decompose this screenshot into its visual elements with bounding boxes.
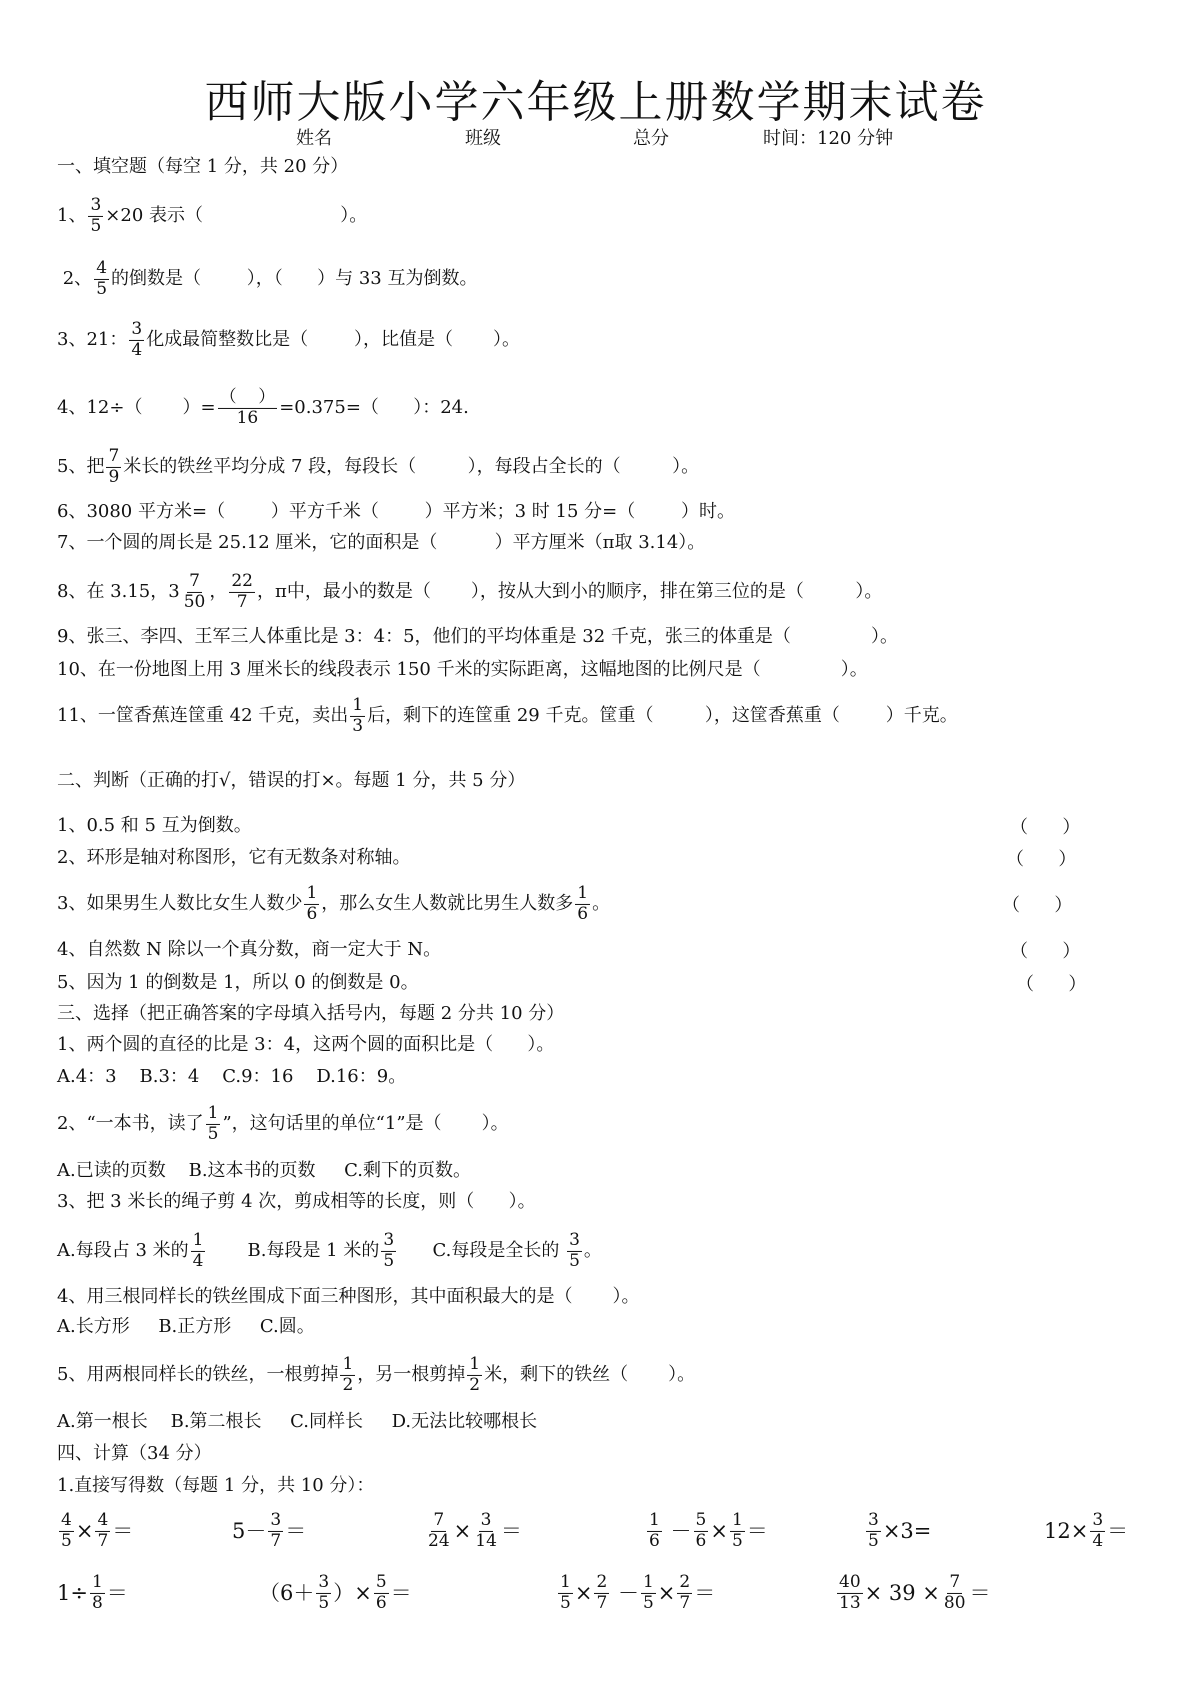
fraction bbox=[218, 388, 278, 428]
fraction bbox=[191, 1231, 206, 1271]
text-run: 米长的铁丝平均分成 7 段，每段长（ ），每段占全长的（ ）。 bbox=[123, 456, 700, 477]
text-run: ＝ bbox=[1107, 1518, 1129, 1543]
answer-parentheses[interactable]: （ ） bbox=[1016, 974, 1087, 995]
numerator: 3 bbox=[270, 1509, 282, 1530]
calculation-item bbox=[1044, 1511, 1128, 1551]
denominator: 5 bbox=[318, 1592, 330, 1613]
question-line bbox=[57, 1231, 602, 1271]
question-line bbox=[57, 1104, 509, 1144]
text-run: 4、用三根同样长的铁丝围成下面三种图形，其中面积最大的是（ ）。 bbox=[57, 1286, 640, 1307]
text-run: 三、选择（把正确答案的字母填入括号内，每题 2 分共 10 分） bbox=[57, 1003, 565, 1024]
text-run: 5－ bbox=[232, 1518, 267, 1543]
numerator: 3 bbox=[480, 1509, 492, 1530]
text-run: 二、判断（正确的打√，错误的打×。每题 1 分，共 5 分） bbox=[57, 770, 526, 791]
text-run: 米，剩下的铁丝（ ）。 bbox=[484, 1364, 696, 1385]
answer-parentheses[interactable]: （ ） bbox=[1010, 941, 1081, 962]
text-run: 1÷ bbox=[57, 1580, 88, 1605]
text-run: ＝ bbox=[390, 1580, 412, 1605]
text-run: 5、把 bbox=[57, 456, 105, 477]
numerator: 5 bbox=[375, 1571, 387, 1592]
denominator: 9 bbox=[108, 466, 120, 487]
numerator: 3 bbox=[131, 318, 143, 339]
text-run: 6、3080 平方米=（ ）平方千米（ ）平方米；3 时 15 分=（ ）时。 bbox=[57, 501, 735, 522]
numerator: 3 bbox=[383, 1229, 395, 1250]
answer-parentheses[interactable]: （ ） bbox=[1002, 895, 1073, 916]
text-run: 2、环形是轴对称图形，它有无数条对称轴。 bbox=[57, 847, 411, 868]
text-run: 1、0.5 和 5 互为倒数。 bbox=[57, 815, 252, 836]
calculation-item bbox=[259, 1573, 412, 1613]
numerator: 1 bbox=[352, 694, 364, 715]
text-run: × bbox=[574, 1580, 593, 1605]
fraction bbox=[467, 1355, 482, 1395]
fraction bbox=[374, 1573, 389, 1613]
question-line bbox=[57, 572, 882, 612]
fraction bbox=[88, 196, 103, 236]
numerator: 3 bbox=[569, 1229, 580, 1250]
fraction bbox=[106, 447, 121, 487]
denominator: 5 bbox=[731, 1530, 743, 1551]
question-line bbox=[57, 696, 958, 736]
numerator: 2 bbox=[679, 1571, 691, 1592]
text-run: ×3= bbox=[882, 1518, 932, 1543]
denominator: 6 bbox=[306, 903, 318, 924]
text-run: 。 bbox=[592, 893, 611, 914]
fraction bbox=[340, 1355, 355, 1395]
text-run: 1、两个圆的直径的比是 3：4，这两个圆的面积比是（ ）。 bbox=[57, 1034, 555, 1055]
text-run: － bbox=[611, 1580, 639, 1605]
question-line bbox=[57, 772, 525, 790]
text-run: B.每段是 1 米的 bbox=[207, 1240, 380, 1261]
text-run: ，另一根剪掉 bbox=[357, 1364, 466, 1385]
numerator: 1 bbox=[192, 1229, 204, 1250]
calculation-item bbox=[645, 1511, 768, 1551]
text-run: × bbox=[75, 1518, 94, 1543]
denominator: 2 bbox=[469, 1374, 481, 1395]
text-run: 5、用两根同样长的铁丝，一根剪掉 bbox=[57, 1364, 339, 1385]
denominator: 13 bbox=[839, 1592, 861, 1613]
denominator: 50 bbox=[183, 591, 206, 612]
fraction bbox=[694, 1511, 709, 1551]
fraction bbox=[59, 1511, 74, 1551]
denominator: 6 bbox=[375, 1592, 387, 1613]
numerator: 22 bbox=[231, 570, 253, 591]
numerator: 7 bbox=[108, 445, 120, 466]
text-run: 的倒数是（ ），（ ）与 33 互为倒数。 bbox=[111, 268, 478, 289]
denominator: 2 bbox=[342, 1374, 354, 1395]
text-run: 11、一筐香蕉连筐重 42 千克，卖出 bbox=[57, 705, 349, 726]
numerator: 40 bbox=[839, 1571, 861, 1592]
numerator: 3 bbox=[90, 194, 102, 215]
denominator: 7 bbox=[270, 1530, 282, 1551]
numerator: 1 bbox=[342, 1353, 354, 1374]
name-label: 姓名 bbox=[296, 128, 332, 149]
text-run: 4、自然数 N 除以一个真分数，商一定大于 N。 bbox=[57, 939, 442, 960]
text-run: A.长方形 B.正方形 C.圆。 bbox=[57, 1316, 315, 1337]
question-line bbox=[57, 941, 441, 959]
numerator: 3 bbox=[1092, 1509, 1104, 1530]
question-line bbox=[57, 849, 410, 867]
fraction bbox=[677, 1573, 692, 1613]
denominator: 6 bbox=[577, 903, 589, 924]
denominator: 5 bbox=[383, 1250, 395, 1271]
text-run: ＝ bbox=[746, 1518, 768, 1543]
denominator: 4 bbox=[131, 339, 143, 360]
text-run: 5、因为 1 的倒数是 1，所以 0 的倒数是 0。 bbox=[57, 972, 419, 993]
question-line bbox=[57, 1005, 564, 1023]
text-run: =0.375=（ ）：24. bbox=[279, 397, 469, 418]
text-run: ×20 表示（ ）。 bbox=[105, 205, 368, 226]
numerator: 3 bbox=[318, 1571, 330, 1592]
text-run: 一、填空题（每空 1 分，共 20 分） bbox=[57, 156, 349, 177]
denominator: 80 bbox=[943, 1592, 966, 1613]
class-label: 班级 bbox=[465, 128, 501, 149]
question-line bbox=[57, 1288, 640, 1306]
numerator: 1 bbox=[469, 1353, 481, 1374]
denominator: 6 bbox=[695, 1530, 707, 1551]
numerator: 7 bbox=[433, 1509, 445, 1530]
text-run: ）× bbox=[333, 1580, 372, 1605]
text-run: ＝ bbox=[112, 1518, 134, 1543]
question-line bbox=[57, 320, 520, 360]
question-line bbox=[57, 1413, 537, 1431]
fraction bbox=[426, 1511, 452, 1551]
text-run: ＝ bbox=[694, 1580, 716, 1605]
text-run: 8、在 3.15，3 bbox=[57, 581, 180, 602]
denominator: 5 bbox=[61, 1530, 72, 1551]
denominator: 5 bbox=[642, 1592, 654, 1613]
text-run: 四、计算（34 分） bbox=[57, 1443, 212, 1464]
denominator: 5 bbox=[90, 215, 102, 236]
fraction bbox=[641, 1573, 656, 1613]
answer-parentheses[interactable]: （ ） bbox=[1006, 849, 1077, 870]
text-run: 9、张三、李四、王军三人体重比是 3：4：5，他们的平均体重是 32 千克，张三的体重是（ ）。 bbox=[57, 626, 898, 647]
fraction bbox=[594, 1573, 609, 1613]
fraction bbox=[837, 1573, 863, 1613]
calculation-item bbox=[232, 1511, 306, 1551]
denominator: 5 bbox=[569, 1250, 580, 1271]
calculation-item bbox=[864, 1511, 931, 1551]
denominator: 6 bbox=[649, 1530, 660, 1551]
answer-parentheses[interactable]: （ ） bbox=[1010, 817, 1081, 838]
numerator: 4 bbox=[96, 257, 108, 278]
denominator: 7 bbox=[596, 1592, 608, 1613]
text-run: A.4：3 B.3：4 C.9：16 D.16：9。 bbox=[57, 1066, 407, 1087]
text-run: ＝ bbox=[285, 1518, 307, 1543]
fraction bbox=[229, 572, 255, 612]
fraction bbox=[647, 1511, 662, 1551]
fraction bbox=[129, 320, 144, 360]
question-line bbox=[57, 1068, 406, 1086]
numerator: 3 bbox=[868, 1509, 879, 1530]
question-line bbox=[57, 661, 868, 679]
text-run: － bbox=[663, 1518, 692, 1543]
question-line bbox=[57, 388, 469, 428]
numerator: 1 bbox=[560, 1571, 571, 1592]
question-line bbox=[57, 817, 252, 835]
text-run: ”，这句话里的单位“1”是（ ）。 bbox=[222, 1113, 509, 1134]
numerator: 1 bbox=[577, 882, 589, 903]
fraction bbox=[567, 1231, 582, 1271]
fraction bbox=[94, 259, 109, 299]
question-line bbox=[57, 196, 367, 236]
text-run: ，那么女生人数就比男生人数多 bbox=[321, 893, 574, 914]
question-line bbox=[57, 974, 419, 992]
text-run: 。 bbox=[583, 1240, 602, 1261]
denominator: 5 bbox=[560, 1592, 571, 1613]
score-label: 总分 bbox=[633, 128, 669, 149]
calculation-item bbox=[57, 1511, 133, 1551]
fraction bbox=[350, 696, 365, 736]
text-run: 2、“一本书，读了 bbox=[57, 1113, 204, 1134]
question-line bbox=[57, 1318, 315, 1336]
denominator: 7 bbox=[236, 591, 248, 612]
denominator: 3 bbox=[352, 715, 364, 736]
numerator: 7 bbox=[949, 1571, 961, 1592]
fraction bbox=[182, 572, 208, 612]
fraction bbox=[304, 884, 319, 924]
fraction bbox=[575, 884, 590, 924]
text-run: 3、21： bbox=[57, 329, 128, 350]
denominator: 5 bbox=[96, 278, 108, 299]
text-run: A.第一根长 B.第二根长 C.同样长 D.无法比较哪根长 bbox=[57, 1411, 538, 1432]
question-line bbox=[57, 503, 735, 521]
denominator: 8 bbox=[91, 1592, 103, 1613]
text-run: × bbox=[657, 1580, 676, 1605]
text-run: C.每段是全长的 bbox=[398, 1240, 566, 1261]
fraction bbox=[268, 1511, 283, 1551]
question-line bbox=[57, 1477, 374, 1495]
numerator: 1 bbox=[306, 882, 318, 903]
text-run: 10、在一份地图上用 3 厘米长的线段表示 150 千米的实际距离，这幅地图的比例尺是（ ）。 bbox=[57, 659, 868, 680]
text-run: 1、 bbox=[57, 205, 87, 226]
numerator: 5 bbox=[695, 1509, 707, 1530]
question-line bbox=[57, 534, 705, 552]
denominator: 24 bbox=[428, 1530, 450, 1551]
calculation-item bbox=[835, 1573, 991, 1613]
text-run: ，π中，最小的数是（ ），按从大到小的顺序，排在第三位的是（ ）。 bbox=[257, 581, 883, 602]
numerator: 7 bbox=[189, 570, 200, 591]
text-run: 1.直接写得数（每题 1 分，共 10 分）： bbox=[57, 1475, 375, 1496]
numerator: 1 bbox=[642, 1571, 654, 1592]
question-line bbox=[57, 447, 699, 487]
text-run: 7、一个圆的周长是 25.12 厘米，它的面积是（ ）平方厘米（π取 3.14）。 bbox=[57, 532, 706, 553]
fraction bbox=[316, 1573, 331, 1613]
calculation-item bbox=[424, 1511, 522, 1551]
denominator: 4 bbox=[192, 1250, 204, 1271]
text-run: 化成最简整数比是（ ），比值是（ ）。 bbox=[146, 329, 521, 350]
denominator: 5 bbox=[868, 1530, 879, 1551]
text-run: 后，剩下的连筐重 29 千克。筐重（ ），这筐香蕉重（ ）千克。 bbox=[367, 705, 958, 726]
fraction bbox=[381, 1231, 396, 1271]
calculation-item bbox=[556, 1573, 715, 1613]
fraction bbox=[730, 1511, 745, 1551]
fraction bbox=[95, 1511, 110, 1551]
denominator: 16 bbox=[236, 407, 259, 428]
text-run: 3、如果男生人数比女生人数少 bbox=[57, 893, 303, 914]
numerator: 4 bbox=[61, 1509, 72, 1530]
denominator: 5 bbox=[207, 1123, 219, 1144]
numerator: 1 bbox=[207, 1102, 219, 1123]
text-run: 2、 bbox=[57, 268, 93, 289]
fraction bbox=[1090, 1511, 1105, 1551]
question-line bbox=[57, 158, 348, 176]
text-run: ＝ bbox=[106, 1580, 128, 1605]
denominator: 7 bbox=[679, 1592, 691, 1613]
text-run: × bbox=[710, 1518, 728, 1543]
text-run: ， bbox=[209, 581, 228, 602]
question-line bbox=[57, 884, 610, 924]
text-run: A.已读的页数 B.这本书的页数 C.剩下的页数。 bbox=[57, 1160, 472, 1181]
calculation-item bbox=[57, 1573, 128, 1613]
question-line bbox=[57, 628, 898, 646]
text-run: 4、12÷（ ）= bbox=[57, 397, 216, 418]
fraction bbox=[558, 1573, 573, 1613]
text-run: × bbox=[453, 1518, 472, 1543]
numerator: 1 bbox=[91, 1571, 103, 1592]
question-line bbox=[57, 1162, 471, 1180]
text-run: （6＋ bbox=[259, 1580, 315, 1605]
question-line bbox=[57, 259, 477, 299]
fraction bbox=[473, 1511, 499, 1551]
exam-title: 西师大版小学六年级上册数学期末试卷 bbox=[204, 77, 987, 128]
question-line bbox=[57, 1036, 554, 1054]
denominator: 4 bbox=[1092, 1530, 1104, 1551]
numerator: 1 bbox=[731, 1509, 743, 1530]
numerator: （ ） bbox=[219, 386, 276, 407]
text-run: 12× bbox=[1044, 1518, 1089, 1543]
numerator: 2 bbox=[596, 1571, 608, 1592]
question-line bbox=[57, 1445, 212, 1463]
fraction bbox=[90, 1573, 105, 1613]
time-label: 时间：120 分钟 bbox=[763, 128, 894, 149]
fraction bbox=[866, 1511, 881, 1551]
text-run: ＝ bbox=[969, 1580, 991, 1605]
text-run: ＝ bbox=[500, 1518, 522, 1543]
text-run: 3、把 3 米长的绳子剪 4 次，剪成相等的长度，则（ ）。 bbox=[57, 1191, 536, 1212]
fraction bbox=[206, 1104, 221, 1144]
text-run: A.每段占 3 米的 bbox=[57, 1240, 189, 1261]
denominator: 14 bbox=[475, 1530, 497, 1551]
question-line bbox=[57, 1193, 536, 1211]
fraction bbox=[942, 1573, 968, 1613]
question-line bbox=[57, 1355, 695, 1395]
denominator: 7 bbox=[97, 1530, 109, 1551]
text-run: × 39 × bbox=[864, 1580, 940, 1605]
numerator: 4 bbox=[97, 1509, 109, 1530]
numerator: 1 bbox=[649, 1509, 660, 1530]
